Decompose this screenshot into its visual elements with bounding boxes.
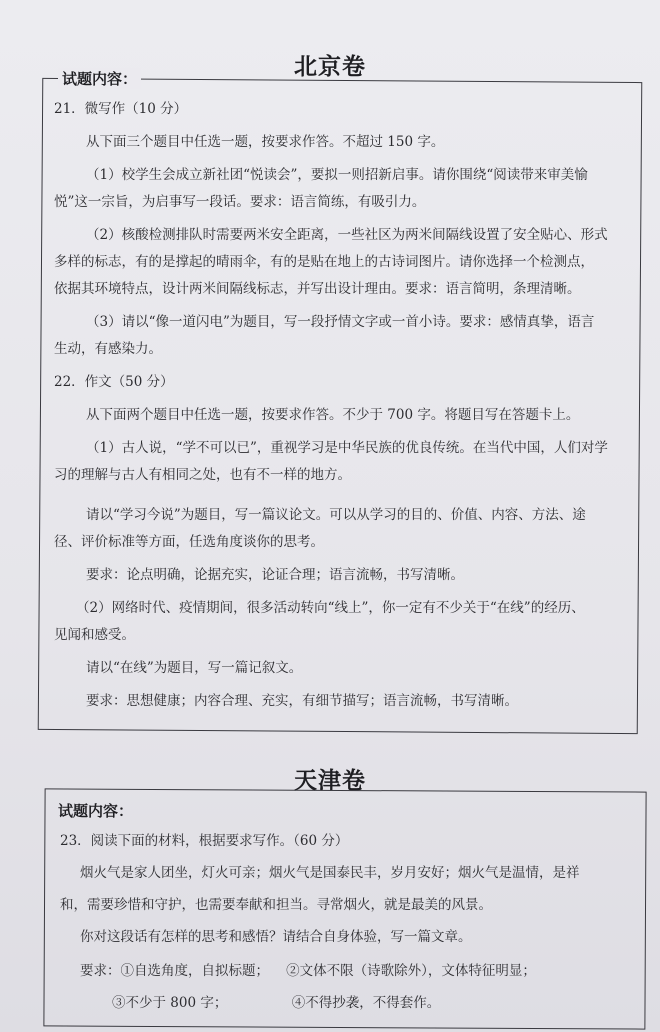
q23-heading: 23．阅读下面的材料，根据要求写作。（60 分） [60,833,349,849]
q22-item2-requirements: 要求：思想健康；内容合理、充实，有细节描写；语言流畅，书写清晰。 [86,693,518,709]
q23-requirements-line1: 要求：①自选角度，自拟标题； ②文体不限（诗歌除外），文体特征明显； [80,963,536,979]
beijing-title: 北京卷 [294,53,366,80]
q23-material-line1: 烟火气是家人团坐，灯火可亲；烟火气是国泰民丰，岁月安好；烟火气是温情，是祥 [80,865,580,881]
q22-item1-line1: （1）古人说，“学不可以已”，重视学习是中华民族的优良传统。在当代中国，人们对学 [86,440,608,456]
q22-item2-line2: 见闻和感受。 [54,627,135,643]
q23-material-line2: 和，需要珍惜和守护，也需要奉献和担当。寻常烟火，就是最美的风景。 [60,897,492,913]
q22-item2-line1: （2）网络时代、疫情期间，很多活动转向“线上”，你一定有不少关于“在线”的经历、 [76,600,585,616]
q22-item1-task-line1: 请以“学习今说”为题目，写一篇议论文。可以从学习的目的、价值、内容、方法、途 [86,507,586,523]
q21-item1-line1: （1）校学生会成立新社团“悦读会”，要拟一则招新启事。请你围绕“阅读带来审美愉 [86,167,588,183]
q22-item2-task: 请以“在线”为题目，写一篇记叙文。 [86,660,303,676]
q21-item2-line2: 多样的标志，有的是撑起的晴雨伞，有的是贴在地上的古诗词图片。请你选择一个检测点， [54,254,594,270]
q21-item3-line2: 生动，有感染力。 [54,341,162,357]
q22-instruction: 从下面两个题目中任选一题，按要求作答。不少于 700 字。将题目写在答题卡上。 [86,407,580,423]
q23-requirements-line2: ③不少于 800 字； ④不得抄袭，不得套作。 [112,995,441,1011]
q21-heading: 21．微写作（10 分） [54,101,188,117]
q22-item1-line2: 习的理解与古人有相同之处，也有不一样的地方。 [54,467,351,483]
q22-heading: 22．作文（50 分） [54,374,174,390]
beijing-label: 试题内容： [58,68,141,89]
q23-task: 你对这段话有怎样的思考和感悟？请结合自身体验，写一篇文章。 [80,929,472,945]
q21-item2-line1: （2）核酸检测排队时需要两米安全距离，一些社区为两米间隔线设置了安全贴心、形式 [86,227,608,243]
q22-item1-requirements: 要求：论点明确，论据充实，论证合理；语言流畅，书写清晰。 [86,567,464,583]
q21-item1-line2: 悦”这一宗旨，为启事写一段话。要求：语言简练，有吸引力。 [54,194,426,210]
q21-instruction: 从下面三个题目中任选一题，按要求作答。不超过 150 字。 [86,134,445,150]
tianjin-title: 天津卷 [294,767,366,794]
q21-item3-line1: （3）请以“像一道闪电”为题目，写一段抒情文字或一首小诗。要求：感情真挚，语言 [86,314,595,330]
tianjin-label: 试题内容： [58,802,134,820]
q22-item1-task-line2: 径、评价标准等方面，任选角度谈你的思考。 [54,534,324,550]
q21-item2-line3: 依据其环境特点，设计两米间隔线标志，并写出设计理由。要求：语言简明，条理清晰。 [54,281,581,297]
